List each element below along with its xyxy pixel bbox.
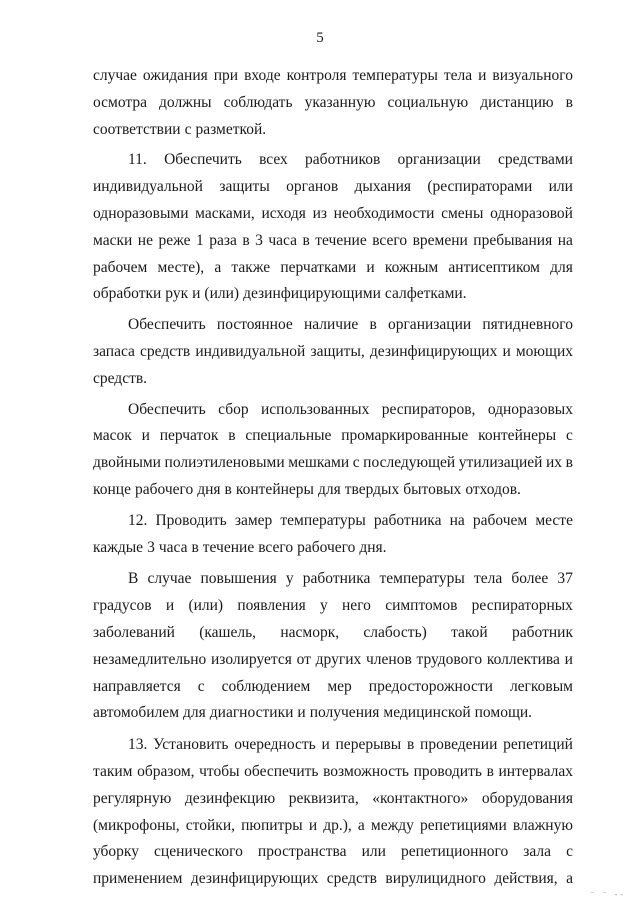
scan-mark: ⁻ ⁻ ‐‐ [590,890,626,899]
text-line: средств. [93,369,148,387]
text-line: каждые 3 часа в течение всего рабочего дня. [93,538,387,556]
text-line: 11. Обеспечить всех работников организации средствами [128,151,573,169]
text-line: запаса средств индивидуальной защиты, дезинфицирующих и моющих [93,342,573,360]
text-line: 13. Установить очередность и перерывы в проведении репетиций [128,736,573,754]
text-line: соответствии с разметкой. [93,120,267,138]
text-line: таким образом, чтобы обеспечить возможность проводить в интервалах [93,762,573,780]
text-line: одноразовыми масками, исходя из необходимости смены одноразовой [93,204,573,222]
text-line: конце рабочего дня в контейнеры для твердых бытовых отходов. [93,480,521,498]
text-line: заболеваний (кашель, насморк, слабость) такой работник [93,623,573,641]
text-line: градусов и (или) появления у него симптомов респираторных [93,597,573,615]
text-line: уборку сценического пространства или репетиционного зала с [93,843,573,861]
text-line: индивидуальной защиты органов дыхания (респираторами или [93,178,573,196]
text-line: маски не реже 1 раза в 3 часа в течение всего времени пребывания на [93,231,573,249]
text-line: масок и перчаток в специальные промаркированные контейнеры с [93,427,573,445]
text-line: осмотра должны соблюдать указанную социальную дистанцию в [93,93,573,111]
text-line: обработки рук и (или) дезинфицирующими салфетками. [93,285,467,303]
text-line: регулярную дезинфекцию реквизита, «контактного» оборудования [93,789,573,807]
text-line: 12. Проводить замер температуры работника на рабочем месте [128,511,573,529]
text-line: рабочем месте), а также перчатками и кожным антисептиком для [93,258,573,276]
text-line: Обеспечить сбор использованных респираторов, одноразовых [128,400,573,418]
text-line: (микрофоны, стойки, пюпитры и др.), а между репетициями влажную [93,816,573,834]
text-line: автомобилем для диагностики и получения медицинской помощи. [93,704,533,722]
document-body [93,63,573,893]
text-line: случае ожидания при входе контроля температуры тела и визуального [93,67,573,84]
text-line: Обеспечить постоянное наличие в организации пятидневного [128,316,573,334]
text-line: двойными полиэтиленовыми мешками с последующей утилизацией их в [93,454,573,472]
text-line: В случае повышения у работника температуры тела более 37 [128,570,573,588]
text-line: применением дезинфицирующих средств вирулицидного действия, а [93,870,573,888]
text-line: незамедлительно изолируется от других членов трудового коллектива и [93,650,573,668]
page-number: 5 [316,30,324,46]
text-line: направляется с соблюдением мер предосторожности легковым [93,677,573,695]
